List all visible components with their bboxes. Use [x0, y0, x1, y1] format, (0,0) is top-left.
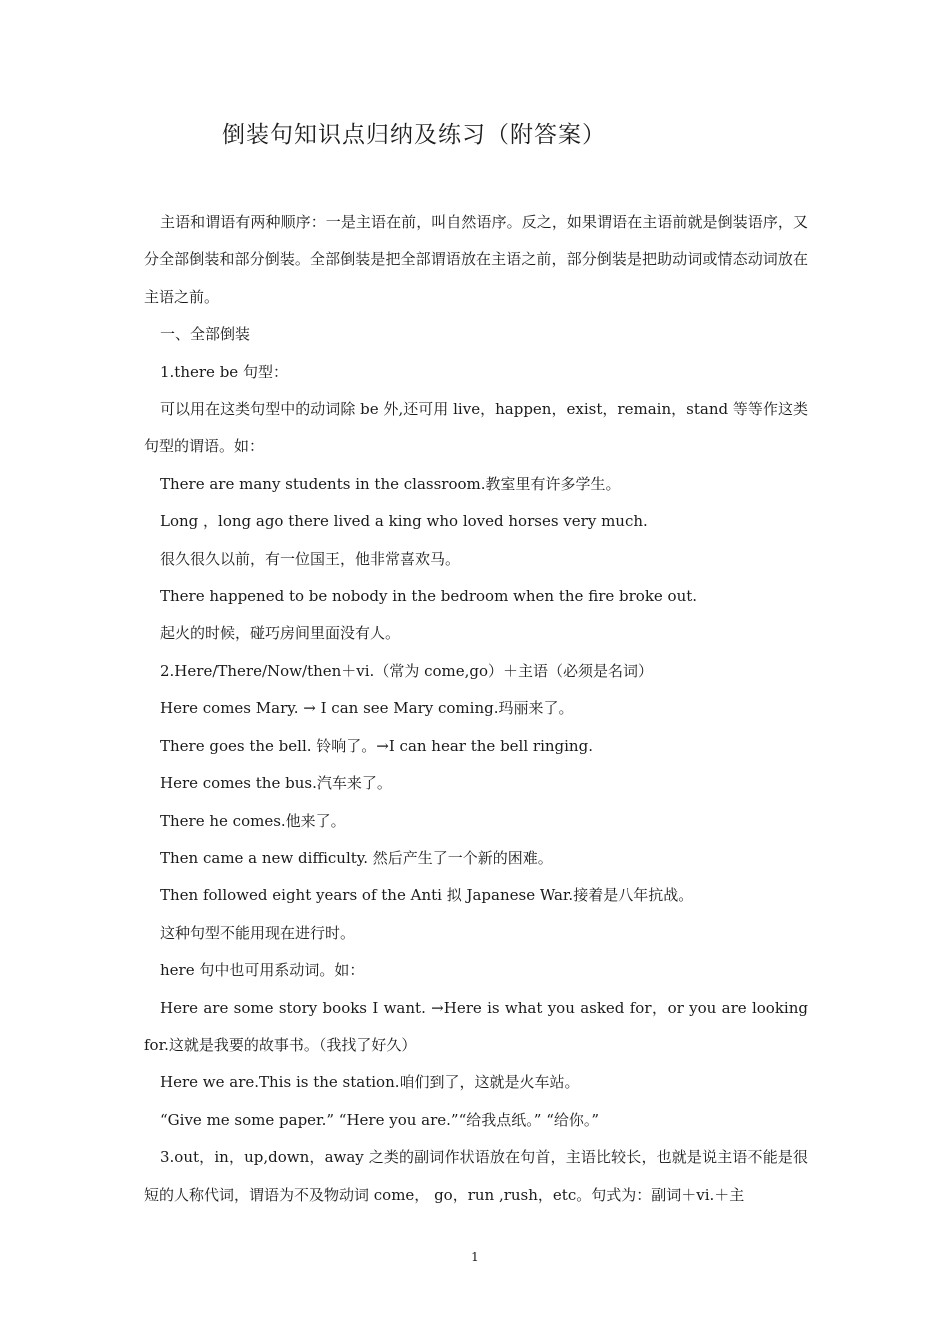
example-sentence: Here comes the bus.汽车来了。: [160, 774, 392, 793]
example-sentence: Then came a new difficulty. 然后产生了一个新的困难。: [160, 848, 553, 867]
section-heading-full-inversion: 一、全部倒装: [160, 325, 251, 344]
example-sentence: “Give me some paper.” “Here you are.”“给我点纸。” “给你。”: [160, 1110, 600, 1129]
example-sentence: There he comes.他来了。: [160, 811, 346, 830]
page-number: 1: [471, 1250, 479, 1264]
subheading-there-be: 1.there be 句型：: [160, 362, 288, 381]
document-title: 倒装句知识点归纳及练习（附答案）: [222, 122, 606, 148]
example-sentence: Here we are.This is the station.咱们到了，这就是火车站。: [160, 1073, 580, 1092]
example-sentence: There are many students in the classroom.教室里有许多学生。: [160, 474, 621, 493]
example-sentence: Here comes Mary. → I can see Mary coming.玛丽来了。: [160, 699, 574, 718]
example-sentence: Long ，long ago there lived a king who loved horses very much.: [160, 512, 648, 531]
subheading-adverbs: 3.out，in，up,down，away 之类的副词作状语放在句首，主语比较长，也就是说主语不能是很短的人称代词，谓语为不及物动词 come， go，run ,rush，etc。句式为：副词＋vi.＋主: [144, 1148, 808, 1204]
paragraph-there-be-verbs: 可以用在这类句型中的动词除 be 外,还可用 live，happen，exist，remain，stand 等等作这类句型的谓语。如：: [144, 400, 808, 456]
example-sentence: Then followed eight years of the Anti 拟 Japanese War.接着是八年抗战。: [160, 886, 694, 905]
document-body: [144, 204, 808, 1214]
note: 这种句型不能用现在进行时。: [160, 923, 356, 942]
example-sentence: There happened to be nobody in the bedroom when the fire broke out.: [160, 587, 698, 606]
note: here 句中也可用系动词。如：: [160, 961, 365, 980]
example-translation: 很久很久以前，有一位国王，他非常喜欢马。: [160, 549, 461, 568]
example-translation: 起火的时候，碰巧房间里面没有人。: [160, 624, 401, 643]
paragraph-intro: 主语和谓语有两种顺序：一是主语在前，叫自然语序。反之，如果谓语在主语前就是倒装语序，又分全部倒装和部分倒装。全部倒装是把全部谓语放在主语之前，部分倒装是把助动词或情态动词放在主语之前。: [144, 213, 808, 306]
example-sentence: There goes the bell. 铃响了。→I can hear the bell ringing.: [160, 736, 593, 755]
subheading-here-there: 2.Here/There/Now/then＋vi.（常为 come,go）＋主语（必须是名词）: [160, 661, 654, 680]
example-sentence: Here are some story books I want. →Here is what you asked for，or you are looking for.这就是我要的故事书。（我找了好久）: [144, 998, 808, 1054]
